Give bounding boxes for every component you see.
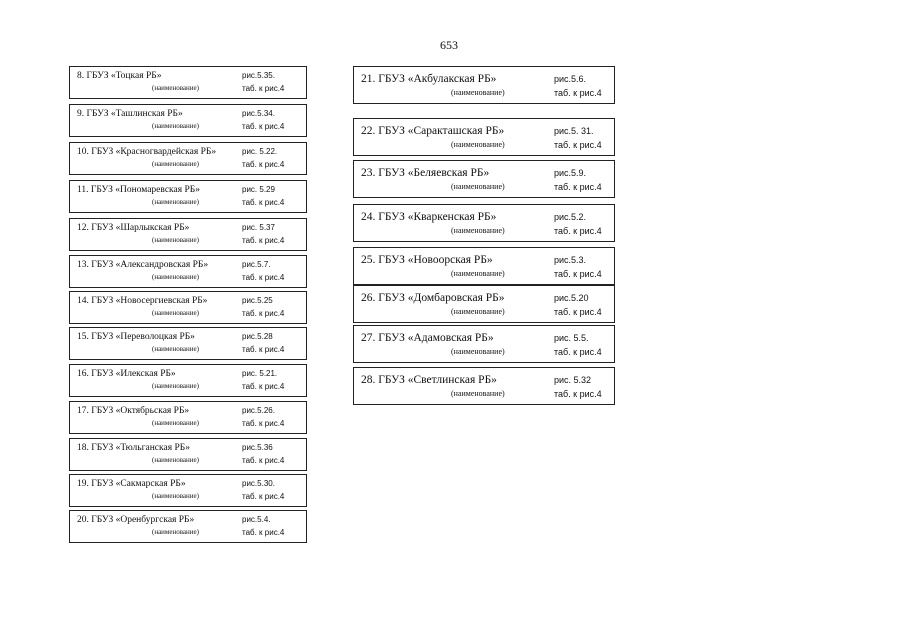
hospital-title: 24. ГБУЗ «Кваркенская РБ» [361,211,497,223]
table-reference: таб. к рис.4 [242,84,285,93]
figure-reference: рис.5.9. [554,168,587,178]
hospital-title: 19. ГБУЗ «Сакмарская РБ» [77,479,186,489]
figure-reference: рис.5.36 [242,443,273,452]
hospital-card [69,438,307,471]
name-caption: (наименование) [152,122,199,130]
hospital-title: 23. ГБУЗ «Беляевская РБ» [361,167,490,179]
figure-reference: рис.5.28 [242,332,273,341]
hospital-title: 25. ГБУЗ «Новоорская РБ» [361,254,493,266]
figure-reference: рис.5.30. [242,479,275,488]
hospital-card [69,364,307,397]
figure-reference: рис. 5.29 [242,185,275,194]
table-reference: таб. к рис.4 [242,382,285,391]
name-caption: (наименование) [451,140,505,149]
name-caption: (наименование) [451,182,505,191]
name-caption: (наименование) [152,382,199,390]
hospital-title: 16. ГБУЗ «Илекская РБ» [77,369,176,379]
table-reference: таб. к рис.4 [554,182,602,192]
hospital-title: 22. ГБУЗ «Саракташская РБ» [361,125,505,137]
table-reference: таб. к рис.4 [242,236,285,245]
hospital-title: 26. ГБУЗ «Домбаровская РБ» [361,292,505,304]
hospital-card [353,160,615,198]
table-reference: таб. к рис.4 [242,160,285,169]
table-reference: таб. к рис.4 [554,307,602,317]
hospital-title: 8. ГБУЗ «Тоцкая РБ» [77,71,162,81]
hospital-card [353,66,615,104]
figure-reference: рис.5.35. [242,71,275,80]
figure-reference: рис.5.26. [242,406,275,415]
table-reference: таб. к рис.4 [242,456,285,465]
hospital-card [69,142,307,175]
figure-reference: рис.5.6. [554,74,587,84]
name-caption: (наименование) [152,160,199,168]
name-caption: (наименование) [451,347,505,356]
table-reference: таб. к рис.4 [554,88,602,98]
hospital-card [353,367,615,405]
hospital-card [69,66,307,99]
table-reference: таб. к рис.4 [242,309,285,318]
table-reference: таб. к рис.4 [242,528,285,537]
table-reference: таб. к рис.4 [242,492,285,501]
hospital-card [353,118,615,156]
figure-reference: рис.5.20 [554,293,589,303]
name-caption: (наименование) [451,269,505,278]
hospital-card [353,285,615,323]
table-reference: таб. к рис.4 [554,140,602,150]
name-caption: (наименование) [451,88,505,97]
hospital-title: 15. ГБУЗ «Переволоцкая РБ» [77,332,195,342]
hospital-card [69,474,307,507]
table-reference: таб. к рис.4 [554,347,602,357]
hospital-card [69,218,307,251]
name-caption: (наименование) [451,307,505,316]
hospital-card [353,204,615,242]
hospital-title: 27. ГБУЗ «Адамовская РБ» [361,332,494,344]
table-reference: таб. к рис.4 [554,226,602,236]
name-caption: (наименование) [451,389,505,398]
hospital-title: 21. ГБУЗ «Акбулакская РБ» [361,73,497,85]
figure-reference: рис.5.7. [242,260,271,269]
figure-reference: рис. 5.32 [554,375,592,385]
hospital-title: 18. ГБУЗ «Тюльганская РБ» [77,443,190,453]
name-caption: (наименование) [152,198,199,206]
figure-reference: рис. 5.37 [242,223,275,232]
hospital-card [353,325,615,363]
table-reference: таб. к рис.4 [242,419,285,428]
hospital-title: 13. ГБУЗ «Александровская РБ» [77,260,209,270]
hospital-card [69,510,307,543]
figure-reference: рис.5.2. [554,212,587,222]
table-reference: таб. к рис.4 [554,389,602,399]
table-reference: таб. к рис.4 [242,273,285,282]
name-caption: (наименование) [152,492,199,500]
hospital-card [69,291,307,324]
hospital-card [69,327,307,360]
name-caption: (наименование) [152,309,199,317]
name-caption: (наименование) [152,84,199,92]
name-caption: (наименование) [152,419,199,427]
name-caption: (наименование) [152,528,199,536]
page-number: 653 [440,38,458,52]
hospital-card [69,401,307,434]
figure-reference: рис.5.25 [242,296,273,305]
hospital-title: 14. ГБУЗ «Новосергиевская РБ» [77,296,208,306]
hospital-title: 9. ГБУЗ «Ташлинская РБ» [77,109,183,119]
name-caption: (наименование) [451,226,505,235]
hospital-card [69,255,307,288]
figure-reference: рис.5.3. [554,255,587,265]
figure-reference: рис. 5.21. [242,369,278,378]
table-reference: таб. к рис.4 [242,345,285,354]
figure-reference: рис.5.4. [242,515,271,524]
name-caption: (наименование) [152,273,199,281]
table-reference: таб. к рис.4 [554,269,602,279]
hospital-title: 10. ГБУЗ «Красногвардейская РБ» [77,147,217,157]
hospital-title: 17. ГБУЗ «Октябрьская РБ» [77,406,190,416]
hospital-card [353,247,615,285]
name-caption: (наименование) [152,456,199,464]
hospital-card [69,104,307,137]
table-reference: таб. к рис.4 [242,122,285,131]
name-caption: (наименование) [152,345,199,353]
hospital-title: 11. ГБУЗ «Пономаревская РБ» [77,185,200,195]
hospital-card [69,180,307,213]
figure-reference: рис. 5.5. [554,333,589,343]
hospital-title: 28. ГБУЗ «Светлинская РБ» [361,374,497,386]
figure-reference: рис. 5.22. [242,147,278,156]
hospital-title: 12. ГБУЗ «Шарлыкская РБ» [77,223,190,233]
figure-reference: рис.5. 31. [554,126,594,136]
figure-reference: рис.5.34. [242,109,275,118]
name-caption: (наименование) [152,236,199,244]
table-reference: таб. к рис.4 [242,198,285,207]
hospital-title: 20. ГБУЗ «Оренбургская РБ» [77,515,195,525]
